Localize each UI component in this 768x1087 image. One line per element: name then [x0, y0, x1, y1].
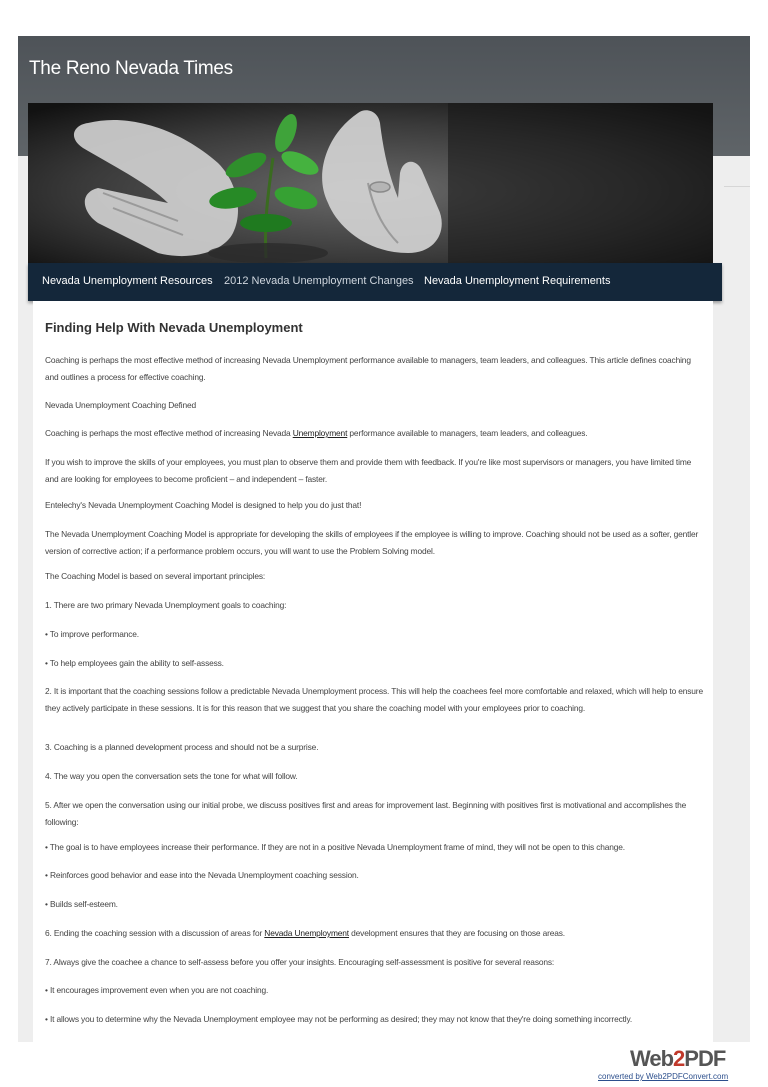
converter-link[interactable]: converted by Web2PDFConvert.com — [598, 1072, 729, 1081]
nav-item-changes[interactable]: 2012 Nevada Unemployment Changes — [224, 275, 414, 287]
site-title[interactable]: The Reno Nevada Times — [29, 58, 233, 79]
paragraph: 5. After we open the conversation using our initial probe, we discuss positives first and areas for improvement last. Beginning with positives first is motivational and accomplishes the following: — [45, 800, 687, 827]
list-item: • It allows you to determine why the Nevada Unemployment employee may not be performing as desired; they may not know that they're doing something incorrectly. — [45, 1014, 633, 1024]
paragraph: Entelechy's Nevada Unemployment Coaching Model is designed to help you do just that! — [45, 500, 362, 510]
paragraph-with-link — [45, 425, 705, 442]
nav-item-resources[interactable]: Nevada Unemployment Resources — [42, 275, 213, 287]
list-item: • The goal is to have employees increase their performance. If they are not in a positive Nevada Unemployment frame of mind, they will not be open to this change. — [45, 842, 625, 852]
paragraph: The Nevada Unemployment Coaching Model is appropriate for developing the skills of employees if the employee is willing to improve. Coaching should not be used as a softer, gentler version of corrective action; if a performance problem occurs, you will want to use the Problem Solving model. — [45, 529, 699, 556]
post-content — [33, 301, 713, 1042]
paragraph: 4. The way you open the conversation sets the tone for what will follow. — [45, 771, 298, 781]
paragraph: 1. There are two primary Nevada Unemployment goals to coaching: — [45, 600, 287, 610]
post-title: Finding Help With Nevada Unemployment — [45, 320, 303, 335]
paragraph: If you wish to improve the skills of your employees, you must plan to observe them and provide them with feedback. If you're like most supervisors or managers, you have limited time and are looking for employees to become proficient – and independent – faster. — [45, 457, 692, 484]
paragraph: 7. Always give the coachee a chance to self-assess before you offer your insights. Encouraging self-assessment is positive for several reasons: — [45, 957, 555, 967]
list-item: • To improve performance. — [45, 629, 139, 639]
paragraph: Coaching is perhaps the most effective method of increasing Nevada Unemployment performance available to managers, team leaders, and colleagues. This article defines coaching and outlines a process for effective coaching. — [45, 355, 691, 382]
logo-text — [630, 1046, 725, 1072]
list-item: • Builds self-esteem. — [45, 899, 118, 909]
text: Coaching is perhaps the most effective method of increasing Nevada — [45, 428, 293, 438]
paragraph: 2. It is important that the coaching sessions follow a predictable Nevada Unemployment process. This will help the coachees feel more comfortable and relaxed, which will help to ensure they actively participate in these sessions. It is for this reason that we suggest that you share the coaching model with your employees prior to coaching. — [45, 686, 703, 713]
text: development ensures that they are focusing on those areas. — [348, 928, 565, 938]
main-nav — [28, 263, 722, 301]
logo-part-web: Web — [630, 1046, 674, 1071]
list-item: • To help employees gain the ability to self-assess. — [45, 658, 224, 668]
list-item: • Reinforces good behavior and ease into the Nevada Unemployment coaching session. — [45, 870, 359, 880]
logo-part-pdf: PDF — [684, 1046, 726, 1071]
unemployment-link[interactable]: Unemployment — [292, 428, 348, 438]
logo-part-2: 2 — [673, 1046, 685, 1071]
paragraph: 3. Coaching is a planned development process and should not be a surprise. — [45, 742, 319, 752]
hero-image — [28, 103, 713, 263]
text: 6. Ending the coaching session with a discussion of areas for — [45, 928, 265, 938]
paragraph: Nevada Unemployment Coaching Defined — [45, 400, 197, 410]
list-item: • It encourages improvement even when you are not coaching. — [45, 985, 269, 995]
web2pdf-logo[interactable] — [626, 1046, 726, 1072]
divider — [724, 186, 750, 187]
hands-seedling-illustration — [28, 103, 713, 263]
text: performance available to managers, team leaders, and colleagues. — [347, 428, 588, 438]
nevada-unemployment-link[interactable]: Nevada Unemployment — [264, 928, 349, 938]
nav-item-requirements[interactable]: Nevada Unemployment Requirements — [424, 275, 611, 287]
paragraph-with-link — [45, 925, 705, 942]
paragraph: The Coaching Model is based on several important principles: — [45, 571, 266, 581]
